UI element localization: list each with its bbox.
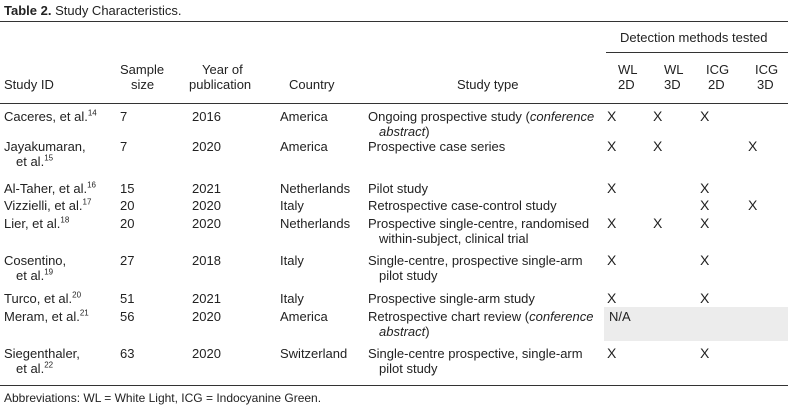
row-5-method-2-mark: X	[653, 215, 663, 231]
row-6-study-type-part: Single-centre, prospective single-arm	[368, 253, 583, 268]
row-4-study-id-line1: Vizzielli, et al.$^{17}$	[4, 197, 92, 213]
row-4-country: Italy	[280, 198, 304, 213]
row-1-study-id-line1: Caceres, et al.$^{14}$	[4, 108, 97, 124]
row-3-year: 2021	[192, 181, 221, 196]
header-country: Country	[289, 77, 335, 92]
row-5-study-type-line1	[368, 216, 589, 231]
top-rule	[0, 21, 788, 22]
table-footnote: Abbreviations: WL = White Light, ICG = Indocyanine Green.	[4, 391, 322, 405]
row-2-year: 2020	[192, 139, 221, 154]
row-9-study-type-line1	[368, 346, 583, 361]
row-8-study-type-line2	[379, 324, 430, 339]
row-4-method-4-mark: X	[748, 197, 758, 213]
row-3-study-type-line1	[368, 181, 428, 196]
row-2-study-id-line1: Jayakumaran,	[4, 139, 86, 154]
row-5-study-type-line2	[379, 231, 529, 246]
row-9-study-id-line2: et al.$^{22}$	[16, 360, 54, 376]
row-6-year: 2018	[192, 253, 221, 268]
row-9-study-type-part: pilot study	[379, 361, 438, 376]
header-study-type: Study type	[457, 77, 519, 92]
row-9-country: Switzerland	[280, 346, 348, 361]
row-3-method-1-mark: X	[607, 180, 617, 196]
header-method-3-line2: 2D	[708, 77, 725, 92]
row-5-study-type-part: Prospective single-centre, randomised	[368, 216, 590, 231]
row-6-sample-size: 27	[120, 253, 135, 268]
row-3-sample-size: 15	[120, 181, 135, 196]
row-6-study-id-line2: et al.$^{19}$	[16, 267, 54, 283]
row-5-country: Netherlands	[280, 216, 351, 231]
header-sample-size-line2: size	[131, 77, 155, 92]
header-sample-size-line1: Sample	[120, 62, 165, 77]
row-8-study-type-part: abstract	[379, 324, 426, 339]
header-method-4-line2: 3D	[757, 77, 774, 92]
row-1-study-type-part: conference	[529, 109, 595, 124]
row-1-sample-size: 7	[120, 109, 128, 124]
row-3-country: Netherlands	[280, 181, 351, 196]
header-method-3-line1: ICG	[706, 62, 730, 77]
row-1-method-3-mark: X	[700, 108, 710, 124]
row-8-study-type-line1	[368, 309, 593, 324]
row-6-method-3-mark: X	[700, 252, 710, 268]
row-7-study-type-part: Prospective single-arm study	[368, 291, 535, 306]
row-4-study-type-line1	[368, 198, 557, 213]
row-2-method-4-mark: X	[748, 138, 758, 154]
row-9-method-1-mark: X	[607, 345, 617, 361]
row-5-study-type-part: within-subject, clinical trial	[379, 231, 529, 246]
row-4-year: 2020	[192, 198, 221, 213]
row-7-study-id-line1: Turco, et al.$^{20}$	[4, 290, 82, 306]
row-8-na-shading	[604, 307, 788, 341]
row-3-method-3-mark: X	[700, 180, 710, 196]
row-2-study-type-line1	[368, 139, 505, 154]
caption-label: Table 2.	[4, 3, 52, 18]
header-group-detection-methods: Detection methods tested	[620, 30, 768, 45]
caption-text: Study Characteristics.	[55, 3, 182, 18]
row-7-method-3-mark: X	[700, 290, 710, 306]
row-3-reference: 16	[87, 180, 97, 190]
row-7-reference: 20	[72, 290, 82, 300]
row-2-method-2-mark: X	[653, 138, 663, 154]
row-5-year: 2020	[192, 216, 221, 231]
row-1-year: 2016	[192, 109, 221, 124]
row-2-method-1-mark: X	[607, 138, 617, 154]
bottom-rule	[0, 385, 788, 386]
row-1-method-2-mark: X	[653, 108, 663, 124]
row-3-study-type-part: Pilot study	[368, 181, 428, 196]
row-6-study-type-line1	[368, 253, 583, 268]
row-5-reference: 18	[60, 215, 70, 225]
row-1-country: America	[280, 109, 328, 124]
row-1-study-type-line1	[368, 109, 594, 124]
row-2-sample-size: 7	[120, 139, 128, 154]
row-6-study-type-line2	[379, 268, 438, 283]
row-6-study-id-line1: Cosentino,	[4, 253, 67, 268]
row-9-study-type-line2	[379, 361, 438, 376]
row-5-study-id-line1: Lier, et al.$^{18}$	[4, 215, 70, 231]
header-year-line1: Year of	[202, 62, 243, 77]
row-5-method-3-mark: X	[700, 215, 710, 231]
row-1-study-type-part: )	[425, 124, 430, 139]
row-4-method-3-mark: X	[700, 197, 710, 213]
row-8-na-label: N/A	[609, 309, 631, 324]
group-rule	[606, 52, 788, 53]
row-3-study-id-line1: Al-Taher, et al.$^{16}$	[4, 180, 97, 196]
row-5-sample-size: 20	[120, 216, 135, 231]
row-4-study-type-part: Retrospective case-control study	[368, 198, 557, 213]
row-9-sample-size: 63	[120, 346, 135, 361]
row-4-sample-size: 20	[120, 198, 135, 213]
row-6-method-1-mark: X	[607, 252, 617, 268]
header-method-1-line2: 2D	[618, 77, 635, 92]
row-1-study-type-part: abstract	[379, 124, 426, 139]
row-9-method-3-mark: X	[700, 345, 710, 361]
row-8-country: America	[280, 309, 328, 324]
row-8-sample-size: 56	[120, 309, 135, 324]
row-9-study-id-line1: Siegenthaler,	[4, 346, 80, 361]
row-8-reference: 21	[79, 308, 89, 318]
row-9-year: 2020	[192, 346, 221, 361]
row-8-study-type-part: Retrospective chart review (	[368, 309, 530, 324]
header-method-2-line2: 3D	[664, 77, 681, 92]
row-5-method-1-mark: X	[607, 215, 617, 231]
row-7-sample-size: 51	[120, 291, 135, 306]
row-4-reference: 17	[82, 197, 92, 207]
row-8-year: 2020	[192, 309, 221, 324]
row-8-study-type-part: conference	[529, 309, 594, 324]
row-6-study-type-part: pilot study	[379, 268, 438, 283]
row-7-country: Italy	[280, 291, 304, 306]
row-2-country: America	[280, 139, 328, 154]
row-9-study-type-part: Single-centre prospective, single-arm	[368, 346, 583, 361]
row-2-study-type-part: Prospective case series	[368, 139, 506, 154]
header-method-1-line1: WL	[618, 62, 638, 77]
header-rule	[0, 103, 788, 104]
header-method-2-line1: WL	[664, 62, 684, 77]
row-2-reference: 15	[44, 153, 54, 163]
row-6-country: Italy	[280, 253, 304, 268]
row-7-method-1-mark: X	[607, 290, 617, 306]
row-1-reference: 14	[87, 108, 97, 118]
row-8-study-type-part: )	[425, 324, 430, 339]
header-method-4-line1: ICG	[755, 62, 779, 77]
row-8-study-id-line1: Meram, et al.$^{21}$	[4, 308, 89, 324]
table-caption	[4, 3, 182, 18]
row-7-year: 2021	[192, 291, 221, 306]
row-6-reference: 19	[44, 267, 54, 277]
header-study-id: Study ID	[4, 77, 54, 92]
row-1-study-type-part: Ongoing prospective study (	[368, 109, 530, 124]
row-1-study-type-line2	[379, 124, 430, 139]
row-1-method-1-mark: X	[607, 108, 617, 124]
header-year-line2: publication	[189, 77, 252, 92]
row-9-reference: 22	[44, 360, 54, 370]
row-2-study-id-line2: et al.$^{15}$	[16, 153, 54, 169]
row-7-study-type-line1	[368, 291, 535, 306]
